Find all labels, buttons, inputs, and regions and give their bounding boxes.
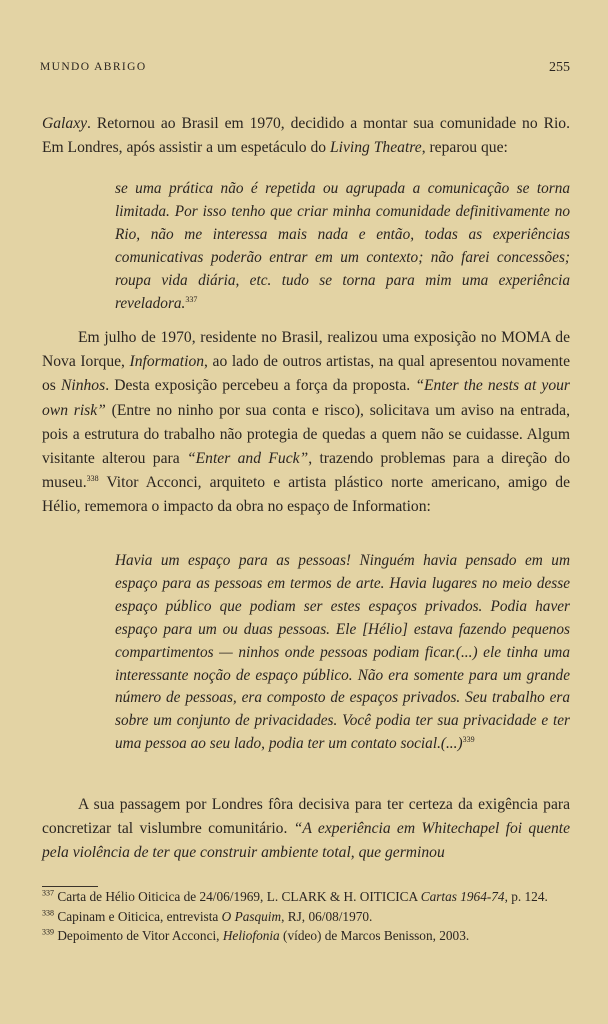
italic-text: Information	[129, 353, 205, 371]
footnote-339	[42, 926, 570, 946]
paragraph-3	[42, 793, 570, 866]
paragraph-text: (Entre no ninho por sua conta e risco), solicitava um aviso na entrada, pois a estrutura do trabalho não protegia de quedas a quem não se cuidasse. Algum visitante alterou para	[42, 401, 570, 468]
footnote-ref[interactable]: 339	[462, 735, 475, 745]
paragraph-2	[42, 326, 570, 520]
footnote-text: , RJ, 06/08/1970.	[281, 908, 373, 924]
italic-text: Heliofonia	[222, 928, 280, 943]
block-quote-2	[115, 550, 570, 756]
footnote-text: Carta de Hélio Oiticica de 24/06/1969, L. CLARK & H. OITICICA	[54, 889, 421, 904]
footnote-number: 338	[42, 908, 54, 918]
footnote-number: 337	[42, 888, 54, 898]
footnote-ref[interactable]: 338	[86, 474, 99, 484]
paragraph-text: A sua passagem por Londres fôra decisiva para ter certeza da exigência para concretizar tal vislumbre comunitário.	[42, 796, 570, 838]
paragraph-text: Vitor Acconci, arquiteto e artista plástico norte americano, amigo de Hélio, rememora o impacto da obra no espaço de Information:	[42, 474, 570, 516]
paragraph-text: , reparou que:	[421, 139, 508, 157]
italic-text: Ninhos	[60, 377, 106, 395]
footnote-338	[42, 907, 570, 927]
footnote-text: (vídeo) de Marcos Benisson, 2003.	[279, 928, 470, 943]
footnote-337	[42, 887, 570, 907]
paragraph-1	[42, 112, 570, 160]
italic-text: “Enter the nests at your own risk”	[42, 377, 570, 419]
footnote-number: 339	[42, 927, 54, 937]
italic-text: Galaxy	[42, 115, 88, 132]
running-head: MUNDO ABRIGO	[40, 61, 147, 73]
page-number: 255	[549, 60, 570, 75]
footnote-text: Capinam e Oiticica, entrevista	[54, 908, 222, 924]
quote-text: se uma prática não é repetida ou agrupada a comunicação se torna limitada. Por isso tenho que criar minha comunidade definitivamente no Rio, não me interessa mais nada e então, todas as experiências comunicativas poderão entrar em um contexto; não farei concessões; roupa vida diária, etc. tudo se torna para mim uma experiência reveladora.	[115, 180, 570, 312]
footnote-text: , p. 124.	[504, 889, 548, 904]
paragraph-text: , ao lado de outros artistas, na qual apresentou novamente os	[42, 353, 570, 395]
paragraph-text: . Retornou ao Brasil em 1970, decidido a montar sua comunidade no Rio. Em Londres, após assistir a um espetáculo do	[42, 115, 570, 157]
italic-text: Living Theatre	[330, 139, 422, 157]
quote-text: Havia um espaço para as pessoas! Ninguém havia pensado em um espaço para as pessoas em termos de arte. Havia lugares no meio desse espaço público que podiam ser estes espaços privados. Podia haver espaço para um ou duas pessoas. Ele [Hélio] estava fazendo pequenos compartimentos — ninhos onde pessoas podiam ficar.(...) ele tinha uma interessante noção de espaço público. Não era somente para um grande número de pessoas, era composto de espaços privados. Seu trabalho era sobre um conjunto de privacidades. Você podia ter sua privacidade e ter uma pessoa ao seu lado, podia ter um contato social.(...)	[115, 552, 570, 753]
italic-text: O Pasquim	[221, 908, 282, 924]
paragraph-text: , trazendo problemas para a direção do museu.	[42, 450, 571, 492]
block-quote-1	[115, 178, 570, 315]
paragraph-text: Em julho de 1970, residente no Brasil, realizou uma exposição no MOMA de Nova Iorque,	[42, 329, 570, 371]
italic-text: “A experiência em Whitechapel foi quente pela violência de ter que construir ambiente total, que germinou	[42, 820, 570, 862]
italic-text: “Enter and Fuck”	[186, 450, 309, 468]
italic-text: Cartas 1964-74	[420, 889, 505, 904]
footnotes	[42, 887, 570, 946]
paragraph-text: . Desta exposição percebeu a força da proposta.	[105, 377, 416, 395]
footnote-ref[interactable]: 337	[185, 294, 198, 304]
footnote-text: Depoimento de Vitor Acconci,	[54, 928, 223, 943]
